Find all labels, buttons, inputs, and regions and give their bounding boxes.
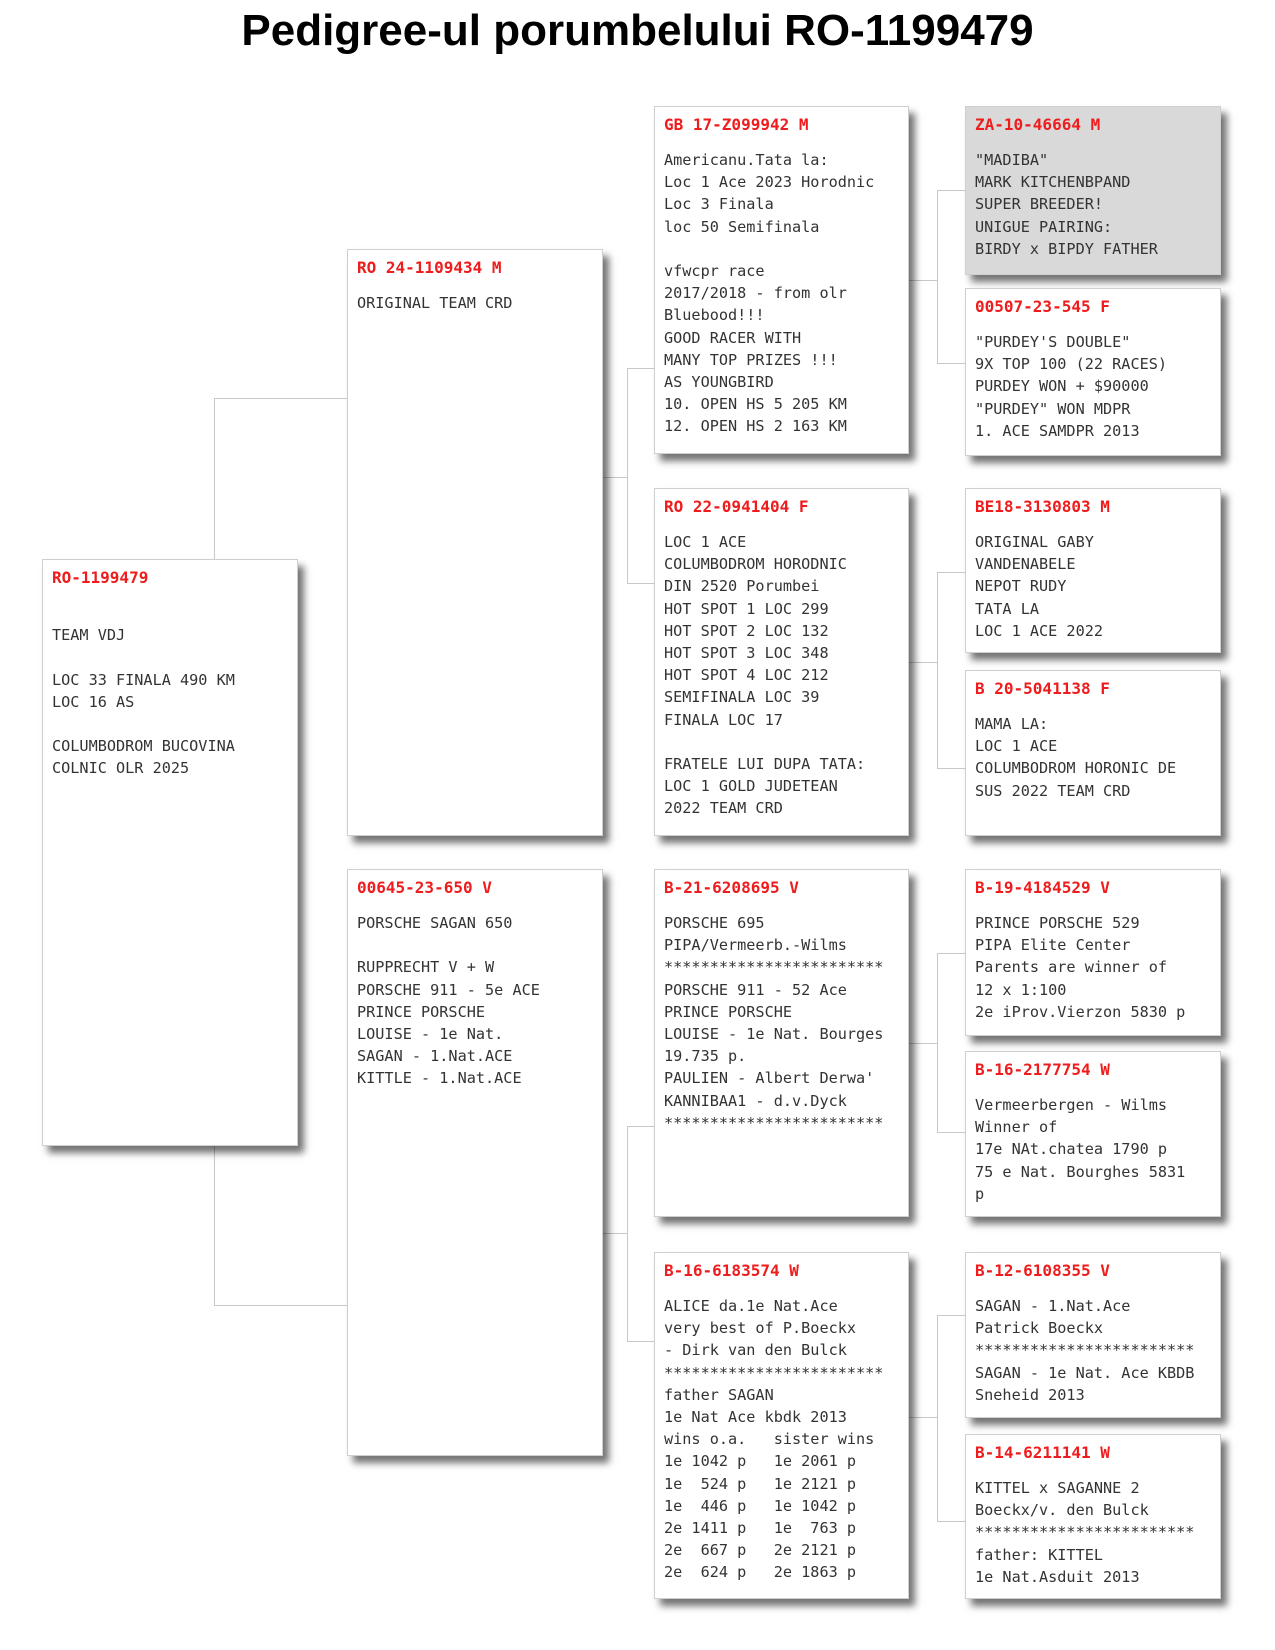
card-line: 2e 624 p 2e 1863 p [664, 1563, 857, 1582]
card-line: Americanu.Tata la: [664, 151, 829, 169]
card-line: ************************ [975, 1341, 1195, 1360]
ring-number: GB 17-Z099942 M [664, 115, 809, 134]
card-line: KITTEL x SAGANNE 2 [975, 1479, 1140, 1497]
card-line: TATA LA [975, 599, 1040, 618]
connector-father-parents [627, 368, 655, 584]
card-line: wins o.a. sister wins [664, 1430, 875, 1449]
card-line: Loc 1 Ace 2023 Horodnic [664, 173, 875, 192]
ring-number: 00507-23-545 F [975, 297, 1110, 316]
card-line: 2022 TEAM CRD [664, 799, 783, 818]
ring-number: B-21-6208695 V [664, 878, 799, 897]
card-line: ************************ [664, 958, 884, 977]
card-line: loc 50 Semifinala [664, 217, 820, 236]
card-line: PORSCHE 911 - 52 Ace [664, 980, 847, 999]
card-line: SUS 2022 TEAM CRD [975, 781, 1131, 800]
card-line: 1e Nat.Asduit 2013 [975, 1567, 1140, 1586]
page-title: Pedigree-ul porumbelului RO-1199479 [241, 6, 1034, 55]
card-line: COLUMBODROM HORODNIC [664, 555, 847, 574]
pedigree-card-pigeon[interactable] [42, 559, 298, 1146]
ring-number: B-12-6108355 V [975, 1261, 1110, 1280]
card-line: SEMIFINALA LOC 39 [664, 688, 820, 707]
pedigree-card-mmf[interactable] [965, 1252, 1221, 1418]
card-line: "PURDEY" WON MDPR [975, 399, 1131, 418]
card-line: 75 e Nat. Bourghes 5831 [975, 1162, 1186, 1181]
card-line: PAULIEN - Albert Derwa' [664, 1069, 875, 1088]
card-line: MARK KITCHENBPAND [975, 173, 1131, 192]
card-line: PRINCE PORSCHE 529 [975, 914, 1140, 932]
pedigree-card-father[interactable] [347, 249, 603, 836]
connector-fm-mid [909, 662, 937, 663]
pedigree-card-maternal-grandmother[interactable] [654, 1252, 909, 1599]
card-line [52, 713, 288, 735]
connector-ff-parents [937, 190, 966, 364]
card-line: PIPA/Vermeerb.-Wilms [664, 936, 847, 955]
card-line: Parents are winner of [975, 958, 1168, 977]
card-line: Loc 3 Finala [664, 195, 774, 214]
pedigree-card-ffm[interactable] [965, 288, 1221, 456]
card-line: SAGAN - 1.Nat.Ace [975, 1297, 1131, 1315]
ring-number: B-16-6183574 W [664, 1261, 799, 1280]
card-line: FRATELE LUI DUPA TATA: [664, 755, 866, 774]
connector-mf-mid [909, 1043, 937, 1044]
pedigree-card-fmf[interactable] [965, 488, 1221, 653]
card-line: MAMA LA: [975, 715, 1049, 733]
card-line: SUPER BREEDER! [975, 195, 1104, 214]
pedigree-card-mfm[interactable] [965, 1051, 1221, 1217]
card-line: 2017/2018 - from olr [664, 284, 847, 303]
card-line: very best of P.Boeckx [664, 1319, 857, 1338]
connector-mother-mid [603, 1233, 627, 1234]
card-line: PRINCE PORSCHE [664, 1002, 793, 1021]
card-line: HOT SPOT 2 LOC 132 [664, 621, 829, 640]
card-line: Boeckx/v. den Bulck [975, 1501, 1149, 1520]
card-line: HOT SPOT 1 LOC 299 [664, 599, 829, 618]
card-line: ORIGINAL TEAM CRD [357, 294, 513, 312]
card-line: 1. ACE SAMDPR 2013 [975, 421, 1140, 440]
card-line-clipped [975, 1084, 1211, 1094]
card-line: BIRDY x BIPDY FATHER [975, 239, 1158, 258]
card-line: PURDEY WON + $90000 [975, 377, 1149, 396]
pedigree-card-fmm[interactable] [965, 670, 1221, 836]
card-line: Bluebood!!! [664, 306, 765, 325]
card-line: HOT SPOT 3 LOC 348 [664, 644, 829, 663]
card-line: VANDENABELE [975, 555, 1076, 574]
ring-number: RO 24-1109434 M [357, 258, 502, 277]
card-line: HOT SPOT 4 LOC 212 [664, 666, 829, 685]
card-line: 12. OPEN HS 2 163 KM [664, 417, 847, 436]
ring-number: ZA-10-46664 M [975, 115, 1101, 134]
card-line: SAGAN - 1e Nat. Ace KBDB [975, 1363, 1195, 1382]
card-line [357, 934, 593, 956]
pedigree-card-maternal-grandfather[interactable] [654, 869, 909, 1217]
card-line: ************************ [664, 1113, 884, 1132]
card-line: PORSCHE 695 [664, 914, 765, 932]
card-line: KITTLE - 1.Nat.ACE [357, 1069, 522, 1088]
ring-number: 00645-23-650 V [357, 878, 492, 897]
card-line: LOUISE - 1e Nat. Bourges [664, 1025, 884, 1044]
card-line: 2e 1411 p 1e 763 p [664, 1519, 857, 1538]
card-line: RUPPRECHT V + W [357, 958, 495, 977]
pedigree-card-mother[interactable] [347, 869, 603, 1456]
ring-number: RO-1199479 [52, 568, 149, 587]
card-line: DIN 2520 Porumbei [664, 577, 820, 596]
card-line: 1e 1042 p 1e 2061 p [664, 1452, 857, 1471]
card-line: LOC 1 ACE [975, 737, 1058, 756]
card-line: 9X TOP 100 (22 RACES) [975, 355, 1168, 374]
card-line: 12 x 1:100 [975, 980, 1067, 999]
card-line [52, 602, 288, 624]
connector-mm-parents [937, 1315, 966, 1522]
card-line: GOOD RACER WITH [664, 328, 802, 347]
card-line [664, 238, 899, 260]
card-line: AS YOUNGBIRD [664, 373, 774, 392]
card-line [664, 731, 899, 753]
card-line [52, 646, 288, 668]
connector-ff-mid [909, 280, 937, 281]
card-line: father: KITTEL [975, 1545, 1104, 1564]
connector-mother-parents [627, 1126, 655, 1342]
card-line: LOC 16 AS [52, 692, 135, 711]
card-line: Winner of [975, 1118, 1058, 1137]
connector-father-mid [603, 477, 627, 478]
card-line: Sneheid 2013 [975, 1385, 1085, 1404]
card-line: p [975, 1184, 985, 1203]
pedigree-card-mmm[interactable] [965, 1434, 1221, 1599]
card-line: LOC 1 ACE [664, 533, 747, 551]
card-line: ORIGINAL GABY [975, 533, 1094, 551]
card-line: 19.735 p. [664, 1047, 747, 1066]
card-line: 1e 446 p 1e 1042 p [664, 1496, 857, 1515]
card-line: ALICE da.1e Nat.Ace [664, 1297, 838, 1315]
card-line: PORSCHE 911 - 5e ACE [357, 980, 540, 999]
card-line: COLNIC OLR 2025 [52, 759, 190, 778]
ring-number: RO 22-0941404 F [664, 497, 809, 516]
card-line: 17e NAt.chatea 1790 p [975, 1140, 1168, 1159]
connector-fm-parents [937, 572, 966, 769]
card-line: PORSCHE SAGAN 650 [357, 914, 513, 932]
card-line: "MADIBA" [975, 151, 1049, 169]
connector-mf-parents [937, 953, 966, 1133]
card-line: KANNIBAA1 - d.v.Dyck [664, 1091, 847, 1110]
card-line: NEPOT RUDY [975, 577, 1067, 596]
card-line: SAGAN - 1.Nat.ACE [357, 1047, 513, 1066]
ring-number: B-16-2177754 W [975, 1060, 1110, 1079]
pedigree-card-mff[interactable] [965, 869, 1221, 1036]
card-line: LOC 1 GOLD JUDETEAN [664, 777, 838, 796]
card-line: PIPA Elite Center [975, 936, 1131, 955]
ring-number: B 20-5041138 F [975, 679, 1110, 698]
card-line: "PURDEY'S DOUBLE" [975, 333, 1131, 351]
card-line: ************************ [975, 1523, 1195, 1542]
card-line: 2e iProv.Vierzon 5830 p [975, 1002, 1186, 1021]
ring-number: B-19-4184529 V [975, 878, 1110, 897]
connector-mm-mid [909, 1417, 937, 1418]
card-line: 1e 524 p 1e 2121 p [664, 1474, 857, 1493]
pedigree-card-paternal-grandfather[interactable] [654, 106, 909, 454]
card-line: TEAM VDJ [52, 626, 126, 645]
card-line: COLUMBODROM BUCOVINA [52, 737, 235, 756]
card-line: UNIGUE PAIRING: [975, 217, 1113, 236]
ring-number: BE18-3130803 M [975, 497, 1110, 516]
card-line: MANY TOP PRIZES !!! [664, 350, 838, 369]
card-line: Patrick Boeckx [975, 1319, 1104, 1338]
card-line: ************************ [664, 1363, 884, 1382]
card-line: vfwcpr race [664, 262, 765, 281]
pedigree-card-fff[interactable] [965, 106, 1221, 275]
pedigree-card-paternal-grandmother[interactable] [654, 488, 909, 836]
card-line: Vermeerbergen - Wilms [975, 1096, 1168, 1114]
card-line: - Dirk van den Bulck [664, 1341, 847, 1360]
card-line: father SAGAN [664, 1385, 774, 1404]
card-line: 1e Nat Ace kbdk 2013 [664, 1408, 847, 1427]
card-line: LOC 1 ACE 2022 [975, 621, 1104, 640]
card-line: LOUISE - 1e Nat. [357, 1025, 504, 1044]
card-line: 2e 667 p 2e 2121 p [664, 1541, 857, 1560]
card-line: LOC 33 FINALA 490 KM [52, 670, 235, 689]
card-line: COLUMBODROM HORONIC DE [975, 759, 1177, 778]
ring-number: B-14-6211141 W [975, 1443, 1110, 1462]
card-line: FINALA LOC 17 [664, 710, 783, 729]
card-line: 10. OPEN HS 5 205 KM [664, 395, 847, 414]
card-line: PRINCE PORSCHE [357, 1002, 486, 1021]
